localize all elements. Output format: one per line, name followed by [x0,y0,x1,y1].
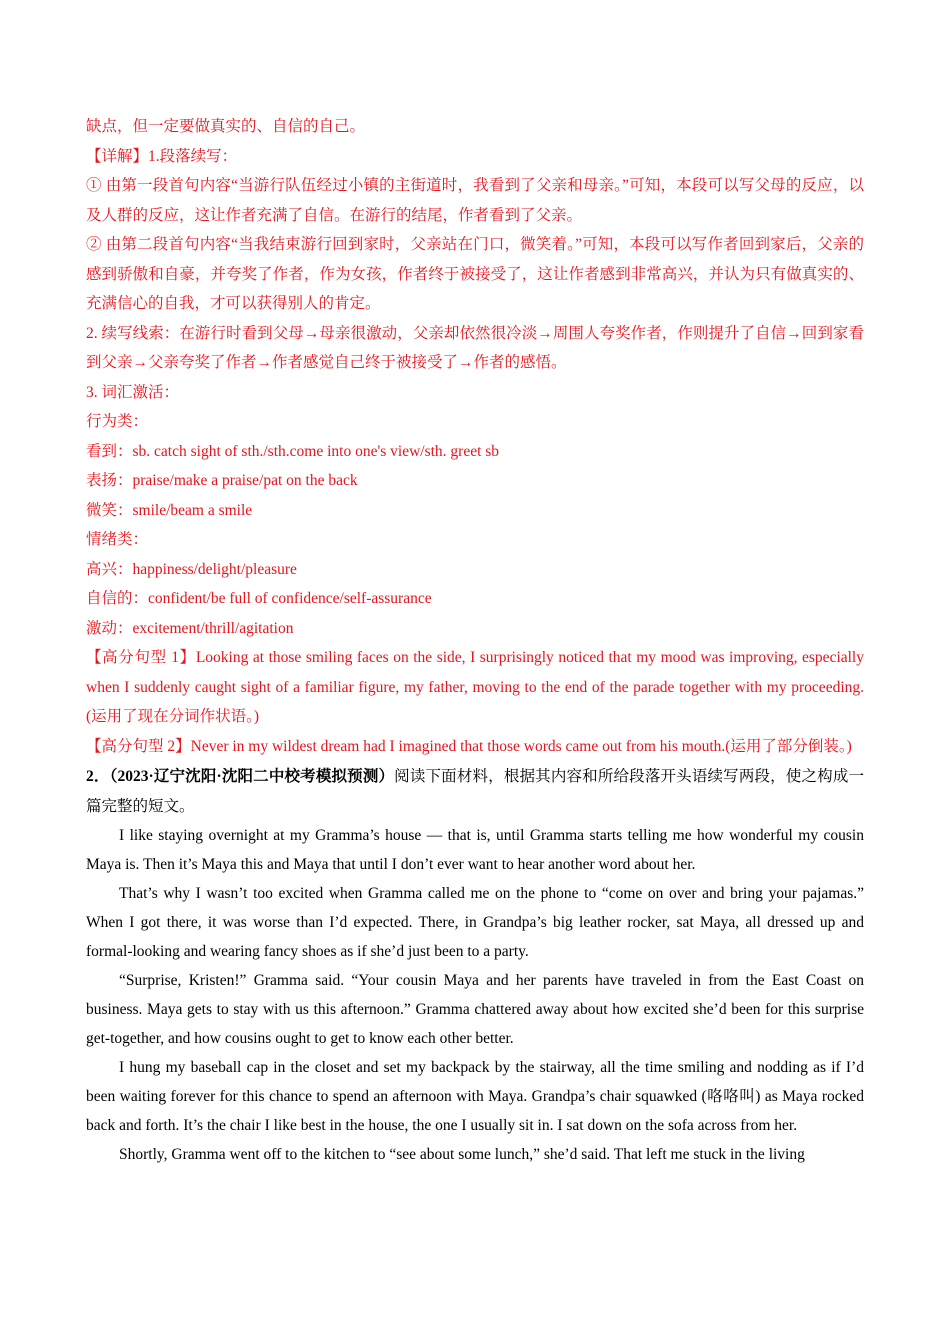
question-header [86,762,864,821]
sentence-pattern-2: 【高分句型 2】Never in my wildest dream had I imagined that those words came out from his mouth.(运用了部分倒装。) [86,737,852,755]
detail-subheading: 1.段落续写： [148,147,238,165]
vocab-category-action: 行为类： [86,413,149,430]
vocab-item-smile: 微笑：smile/beam a smile [86,501,253,519]
vocab-item-happy: 高兴：happiness/delight/pleasure [86,560,297,578]
passage-paragraph-3: “Surprise, Kristen!” Gramma said. “Your cousin Maya and her parents have traveled in from the East Coast on business. Maya gets to stay with us this afternoon.” Gramma chattered away about how excited she’d been for this surprise get-together, and how cousins ought to get to know each other better. [86,972,864,1047]
question-instruction: 阅读下面材料，根据其内容和所给段落开头语续写两段，使之构成一篇完整的短文。 [86,768,864,815]
vocab-heading: 3. 词汇激活： [86,383,180,401]
passage-paragraph-4: I hung my baseball cap in the closet and set my backpack by the stairway, all the time smiling and nodding as if I’d been waiting forever for this chance to spend an afternoon with Maya. Grandpa’s chair squawked (咯咯叫) as Maya rocked back and forth. It’s the chair I like best in the house, the one I usually sit in. I sat down on the sofa across from her. [86,1059,864,1134]
sentence-pattern-1: 【高分句型 1】Looking at those smiling faces on the side, I surprisingly noticed that my mood was improving, especially when I suddenly caught sight of a familiar figure, my father, moving to the end of the parade together with my proceeding.(运用了现在分词作状语。) [86,649,864,725]
passage-paragraph-5: Shortly, Gramma went off to the kitchen to “see about some lunch,” she’d said. That left me stuck in the living [119,1146,805,1163]
passage-paragraph-1: I like staying overnight at my Gramma’s house — that is, until Gramma starts telling me how wonderful my cousin Maya is. Then it’s Maya this and Maya that until I don’t ever want to hear another word about her. [86,827,864,873]
answer-line: 缺点，但一定要做真实的、自信的自己。 [86,118,366,135]
vocab-item-praise: 表扬：praise/make a praise/pat on the back [86,472,358,489]
detail-heading [86,142,864,172]
detail-label: 【详解】 [86,147,149,165]
explanation-paragraph-1: ① 由第一段首句内容“当游行队伍经过小镇的主街道时，我看到了父亲和母亲。”可知，本段可以写父母的反应，以及人群的反应，这让作者充满了自信。在游行的结尾，作者看到了父亲。 [86,177,864,224]
clue-paragraph: 2. 续写线索：在游行时看到父母→母亲很激动，父亲却依然很冷淡→周围人夸奖作者，作则提升了自信→回到家看到父亲→父亲夸奖了作者→作者感觉自己终于被接受了→作者的感悟。 [86,324,864,371]
passage-paragraph-2: That’s why I wasn’t too excited when Gramma called me on the phone to “come on over and bring your pajamas.” When I got there, it was worse than I’d expected. There, in Grandpa’s big leather rocker, sat Maya, all dressed up and formal-looking and wearing fancy shoes as if she’d just been to a party. [86,885,864,960]
explanation-paragraph-2: ② 由第二段首句内容“当我结束游行回到家时，父亲站在门口，微笑着。”可知，本段可以写作者回到家后，父亲的感到骄傲和自豪，并夸奖了作者，作为女孩，作者终于被接受了，这让作者感到非常高兴，并认为只有做真实的、充满信心的自我，才可以获得别人的肯定。 [86,236,864,312]
vocab-category-emotion: 情绪类： [86,531,149,548]
vocab-item-excited: 激动：excitement/thrill/agitation [86,619,294,637]
question-number: 2． [86,768,110,785]
vocab-item-confident: 自信的：confident/be full of confidence/self-assurance [86,590,432,607]
question-source: （2023·辽宁沈阳·沈阳二中校考模拟预测） [109,768,395,785]
document-page [86,112,864,1169]
vocab-item-see: 看到：sb. catch sight of sth./sth.come into one's view/sth. greet sb [86,442,500,460]
